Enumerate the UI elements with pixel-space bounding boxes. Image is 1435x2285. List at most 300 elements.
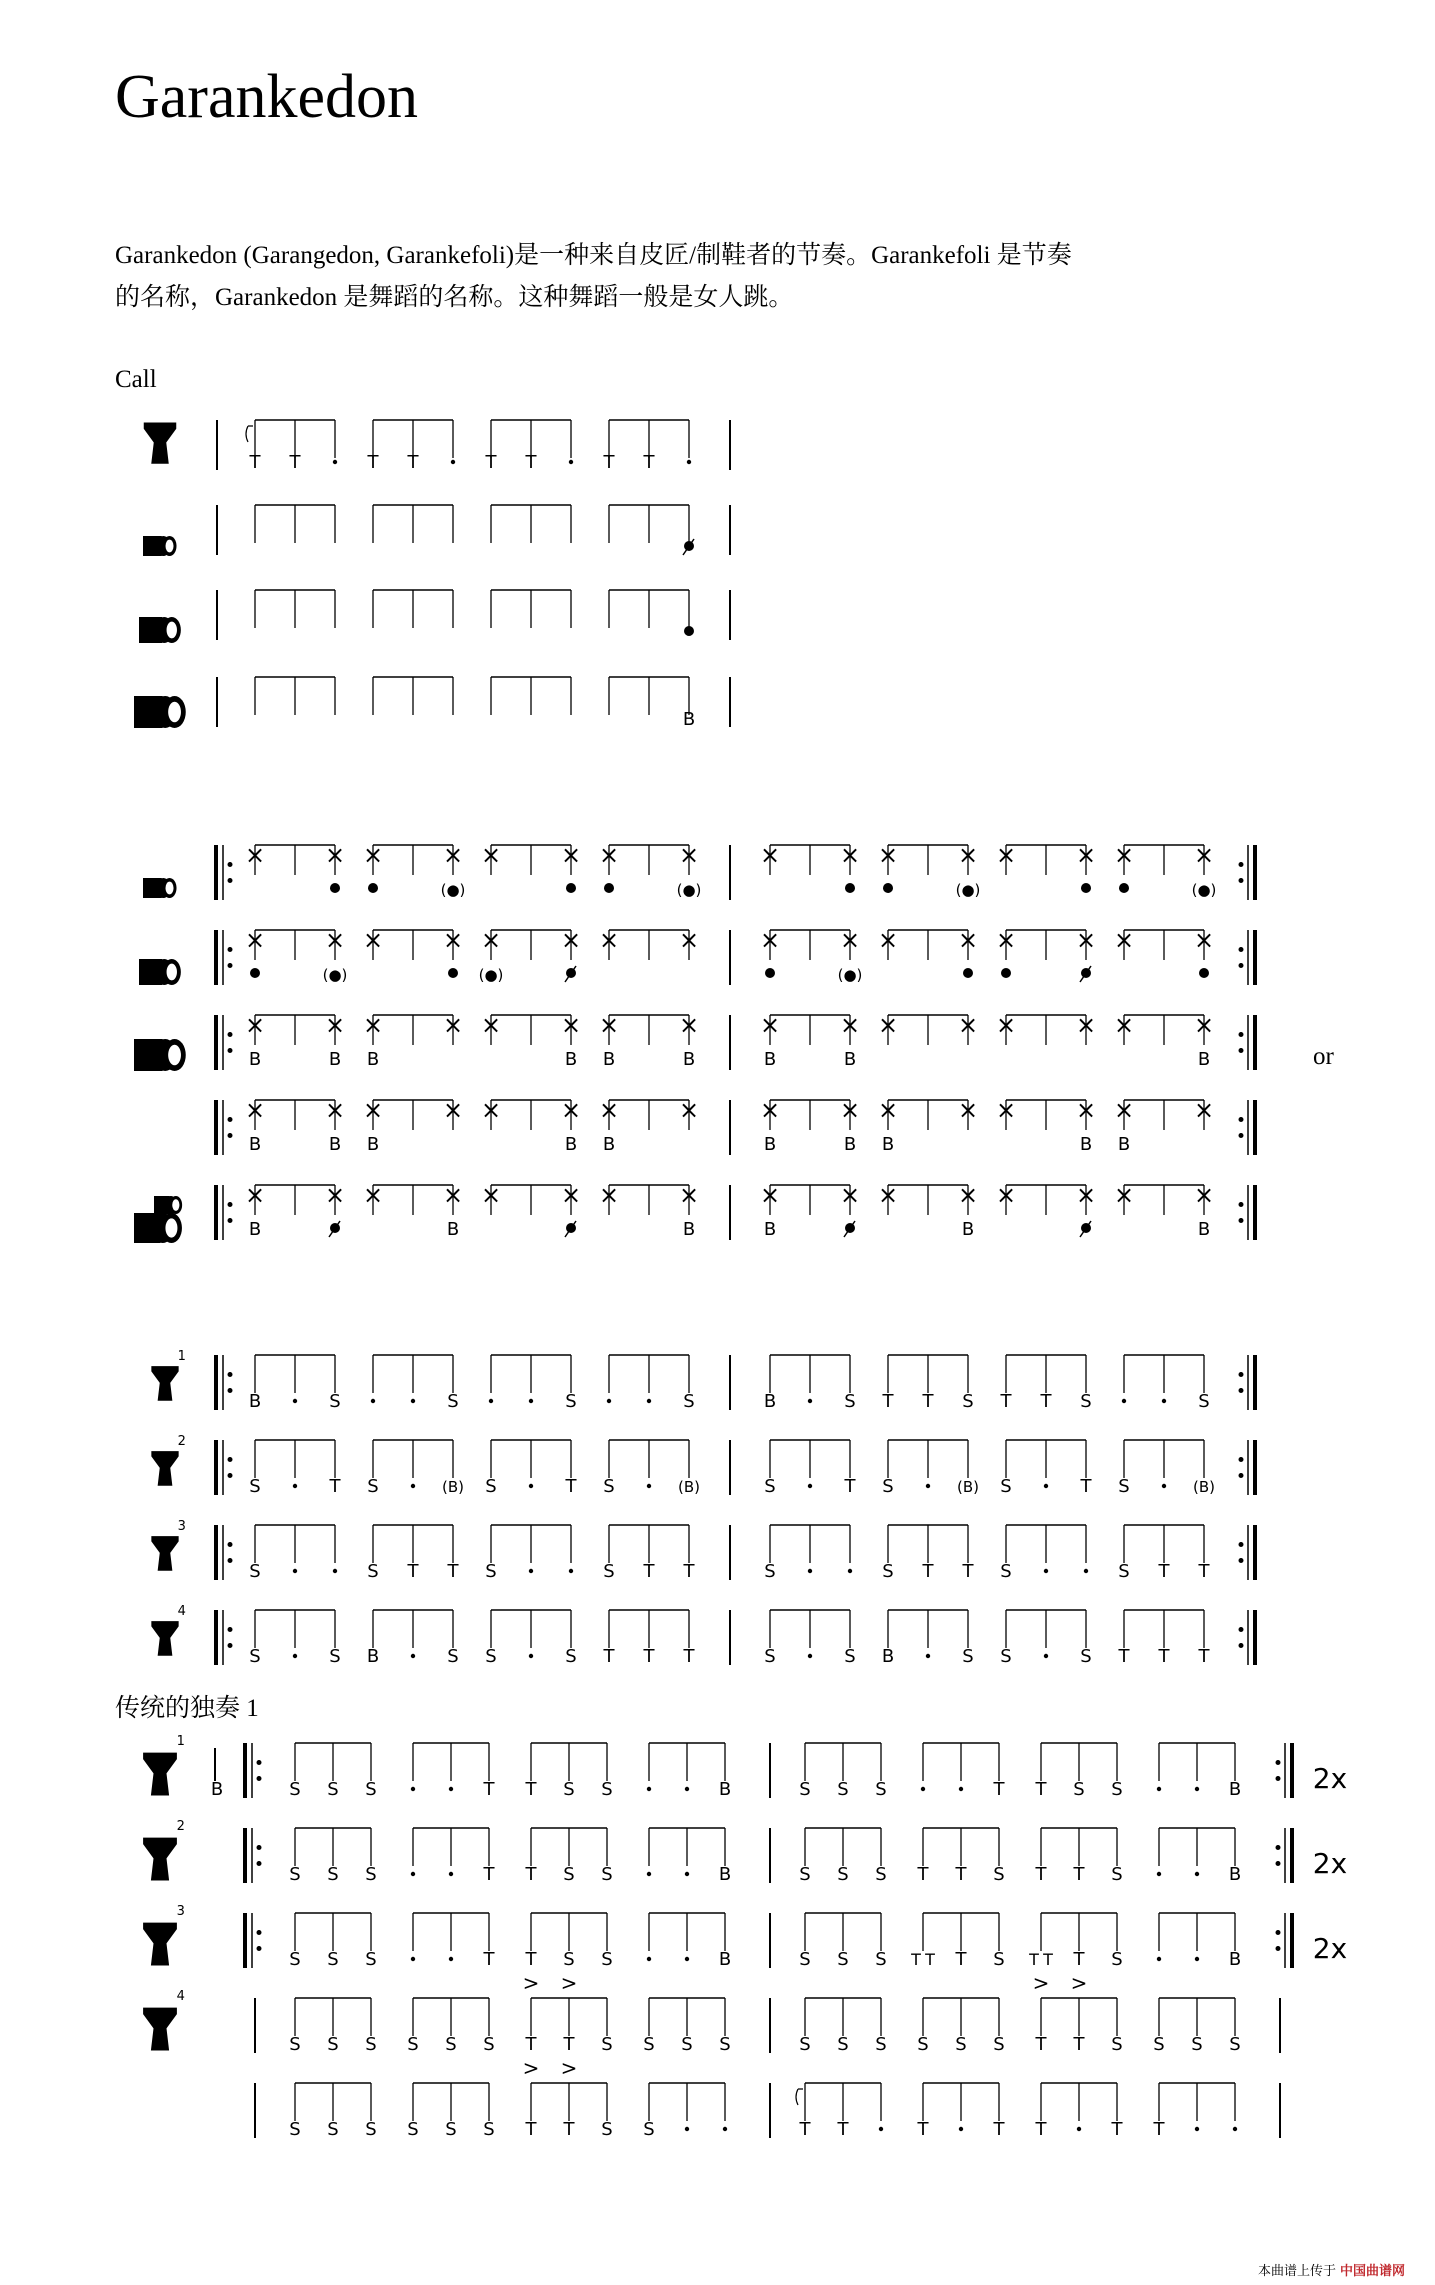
note-text: S xyxy=(882,1476,894,1497)
repeat-dot xyxy=(228,878,233,883)
bell-stroke: × xyxy=(560,926,582,954)
note-text: T xyxy=(844,1476,856,1497)
repeat-dot xyxy=(1239,1133,1244,1138)
note-text: B xyxy=(1079,1134,1093,1155)
rest-dot xyxy=(723,2127,727,2131)
note-text: S xyxy=(601,2119,613,2140)
rest-dot xyxy=(1122,1399,1126,1403)
note-text: S xyxy=(837,2034,849,2055)
note-text: S xyxy=(1111,1864,1123,1885)
note-text: T xyxy=(483,1779,495,1800)
note-text: T xyxy=(563,2034,575,2055)
rest-dot xyxy=(1044,1569,1048,1573)
note-text: B xyxy=(602,1049,616,1070)
djembe-shape xyxy=(151,1366,178,1401)
note-text: B xyxy=(763,1049,777,1070)
bell-stroke: × xyxy=(480,1181,502,1209)
note-text: S xyxy=(601,2034,613,2055)
bell-stroke: × xyxy=(362,1181,384,1209)
sangban-icon xyxy=(139,959,181,985)
note-text: T xyxy=(525,1779,537,1800)
bell-stroke: × xyxy=(1113,1181,1135,1209)
repeat-dot xyxy=(1239,1372,1244,1377)
note-text: T xyxy=(603,452,615,473)
note-text: S xyxy=(917,2034,929,2055)
note-text: T xyxy=(483,1864,495,1885)
repeat-dot xyxy=(228,862,233,867)
part-number: 3 xyxy=(176,1903,185,1919)
djembe-icon xyxy=(151,1621,178,1656)
rest-dot xyxy=(687,460,691,464)
repeat-start xyxy=(216,1100,233,1155)
note-text: B xyxy=(682,709,696,730)
site-logo: 中国曲谱网 xyxy=(1339,2264,1405,2279)
note-text: S xyxy=(643,2034,655,2055)
note-text: T xyxy=(643,1646,655,1667)
note-text: S xyxy=(329,1391,341,1412)
bell-stroke: × xyxy=(480,841,502,869)
bell-stroke: × xyxy=(839,841,861,869)
note-text: S xyxy=(1229,2034,1241,2055)
rest-dot xyxy=(529,1569,533,1573)
bell-stroke: × xyxy=(839,1011,861,1039)
repeat-count: 2x xyxy=(1312,1847,1348,1880)
sangban-icon xyxy=(139,617,181,643)
repeat-dot xyxy=(1239,1117,1244,1122)
note-text: S xyxy=(837,1864,849,1885)
note-text: T xyxy=(1073,1949,1085,1970)
dundunba-icon xyxy=(134,1039,186,1071)
note-text: S xyxy=(1073,1779,1085,1800)
repeat-dot xyxy=(257,1946,262,1951)
rest-dot xyxy=(647,1957,651,1961)
note-text: B xyxy=(843,1049,857,1070)
dundunba-icon xyxy=(134,696,186,728)
bell-stroke: × xyxy=(759,926,781,954)
note-text: T xyxy=(917,1864,929,1885)
rest-dot xyxy=(1195,1872,1199,1876)
note-text: T xyxy=(447,1561,459,1582)
rest-dot xyxy=(921,1787,925,1791)
note-text: T xyxy=(563,2119,575,2140)
repeat-dot xyxy=(228,1542,233,1547)
bell-stroke: × xyxy=(560,1181,582,1209)
note-text: T xyxy=(249,452,261,473)
rest-dot xyxy=(529,1654,533,1658)
drum-head-inner xyxy=(172,1199,179,1211)
bell-stroke: × xyxy=(442,841,464,869)
note-text: B xyxy=(763,1391,777,1412)
note-text: T xyxy=(925,1950,935,1969)
rest-dot xyxy=(569,460,573,464)
repeat-dot xyxy=(228,1202,233,1207)
accent-mark: > xyxy=(522,1971,540,1995)
note-text: T xyxy=(603,1646,615,1667)
note-text: (B) xyxy=(1193,1478,1215,1496)
rest-dot xyxy=(411,1957,415,1961)
rest-dot xyxy=(1233,2127,1237,2131)
part-number: 4 xyxy=(176,1988,185,2004)
note-text: T xyxy=(407,1561,419,1582)
djembe-shape xyxy=(143,1753,177,1796)
rest-dot xyxy=(685,1787,689,1791)
note-text: S xyxy=(249,1561,261,1582)
note-text: S xyxy=(1111,1779,1123,1800)
bell-stroke: × xyxy=(244,841,266,869)
open-stroke-dot xyxy=(1119,883,1129,893)
note-text: T xyxy=(882,1391,894,1412)
open-stroke-dot xyxy=(883,883,893,893)
repeat-dot xyxy=(1239,1032,1244,1037)
repeat-end xyxy=(1276,1828,1293,1883)
rest-dot xyxy=(293,1569,297,1573)
rest-dot xyxy=(411,1787,415,1791)
note-text: T xyxy=(1035,1864,1047,1885)
bell-stroke: × xyxy=(1193,1181,1215,1209)
bell-stroke: × xyxy=(995,1181,1017,1209)
djembe-shape xyxy=(143,1923,177,1966)
bell-stroke: × xyxy=(362,1011,384,1039)
note-text: S xyxy=(875,1949,887,1970)
repeat-end xyxy=(1239,1355,1256,1410)
repeat-dot xyxy=(1239,1388,1244,1393)
note-text: S xyxy=(563,1779,575,1800)
note-text: S xyxy=(882,1561,894,1582)
note-text: S xyxy=(681,2034,693,2055)
note-text: S xyxy=(1000,1561,1012,1582)
rest-dot xyxy=(1195,1957,1199,1961)
bell-stroke: × xyxy=(957,1096,979,1124)
open-stroke-dot xyxy=(448,968,458,978)
note-text: S xyxy=(327,2034,339,2055)
note-text: T xyxy=(525,1864,537,1885)
bell-stroke: × xyxy=(480,1011,502,1039)
bell-stroke: × xyxy=(759,1011,781,1039)
note-text: B xyxy=(328,1049,342,1070)
bell-stroke: × xyxy=(598,1181,620,1209)
intro-line-1: Garankedon (Garangedon, Garankefoli)是一种来自皮匠/制鞋者的节奏。Garankefoli 是节奏 xyxy=(115,242,1072,269)
rest-dot xyxy=(529,1484,533,1488)
note-text: B xyxy=(1197,1219,1211,1240)
note-text: T xyxy=(837,2119,849,2140)
accent-mark: > xyxy=(1032,1971,1050,1995)
repeat-dot xyxy=(228,1473,233,1478)
note-text: S xyxy=(289,2034,301,2055)
bell-stroke: × xyxy=(598,841,620,869)
bell-stroke: × xyxy=(244,1011,266,1039)
note-text: S xyxy=(799,1949,811,1970)
open-stroke-dot xyxy=(845,883,855,893)
note-text: S xyxy=(367,1476,379,1497)
note-text: T xyxy=(1111,2119,1123,2140)
note-text: S xyxy=(367,1561,379,1582)
note-text: S xyxy=(249,1476,261,1497)
note-text: S xyxy=(483,2119,495,2140)
drum-head-inner xyxy=(168,702,181,722)
rest-dot xyxy=(1044,1654,1048,1658)
bell-stroke: × xyxy=(362,841,384,869)
bell-stroke: × xyxy=(362,1096,384,1124)
note-text: S xyxy=(601,1864,613,1885)
note-text: B xyxy=(366,1646,380,1667)
note-text: T xyxy=(993,2119,1005,2140)
repeat-end xyxy=(1239,1440,1256,1495)
note-text: S xyxy=(764,1646,776,1667)
note-text: S xyxy=(1198,1391,1210,1412)
note-text: S xyxy=(445,2119,457,2140)
bell-stroke: × xyxy=(1193,1011,1215,1039)
bell-stroke: × xyxy=(877,926,899,954)
rest-dot xyxy=(411,1399,415,1403)
note-text: T xyxy=(1035,2119,1047,2140)
rest-dot xyxy=(449,1957,453,1961)
repeat-dot xyxy=(228,1048,233,1053)
bell-stroke: × xyxy=(1075,1011,1097,1039)
note-text: S xyxy=(603,1561,615,1582)
bell-stroke: × xyxy=(957,1011,979,1039)
repeat-start xyxy=(245,1743,262,1798)
rest-dot xyxy=(449,1787,453,1791)
note-text: S xyxy=(365,1949,377,1970)
bell-stroke: × xyxy=(1193,926,1215,954)
repeat-dot xyxy=(1239,1218,1244,1223)
bell-stroke: × xyxy=(324,841,346,869)
note-text: S xyxy=(327,1779,339,1800)
note-text: S xyxy=(289,1949,301,1970)
bell-stroke: × xyxy=(560,841,582,869)
note-text: S xyxy=(327,1949,339,1970)
note-text: S xyxy=(1111,2034,1123,2055)
bell-stroke: × xyxy=(759,841,781,869)
note-text: S xyxy=(1000,1476,1012,1497)
optional-stroke: (●) xyxy=(955,881,981,899)
bell-stroke: × xyxy=(1113,1011,1135,1039)
note-text: S xyxy=(563,1949,575,1970)
part-number: 2 xyxy=(177,1433,186,1449)
note-text: T xyxy=(962,1561,974,1582)
note-text: T xyxy=(922,1391,934,1412)
drum-head-inner xyxy=(166,540,174,553)
bell-stroke: × xyxy=(995,1011,1017,1039)
note-text: T xyxy=(289,452,301,473)
rest-dot xyxy=(647,1787,651,1791)
bell-stroke: × xyxy=(244,926,266,954)
djembe-icon xyxy=(151,1366,178,1401)
kenkeni-icon xyxy=(143,536,177,556)
optional-stroke: (●) xyxy=(322,966,348,984)
note-text: B xyxy=(881,1646,895,1667)
note-text: S xyxy=(799,2034,811,2055)
note-text: S xyxy=(365,1864,377,1885)
repeat-dot xyxy=(228,1133,233,1138)
footer-uploaded-text: 本曲谱上传于 xyxy=(1257,2264,1336,2279)
note-text: T xyxy=(367,452,379,473)
note-text: B xyxy=(881,1134,895,1155)
drum-head-inner xyxy=(167,622,177,639)
note-text: S xyxy=(1118,1561,1130,1582)
repeat-end xyxy=(1239,1525,1256,1580)
repeat-start xyxy=(216,930,233,985)
bell-stroke: × xyxy=(877,1181,899,1209)
repeat-dot xyxy=(1276,1946,1281,1951)
note-text: S xyxy=(565,1646,577,1667)
rest-dot xyxy=(449,1872,453,1876)
note-text: S xyxy=(844,1391,856,1412)
bell-stroke: × xyxy=(678,841,700,869)
note-text: S xyxy=(1080,1391,1092,1412)
note-text: S xyxy=(1080,1646,1092,1667)
bell-stroke: × xyxy=(244,1096,266,1124)
note-text: S xyxy=(289,1864,301,1885)
repeat-dot xyxy=(257,1760,262,1765)
rest-dot xyxy=(333,460,337,464)
djembe-icon xyxy=(151,1536,178,1571)
note-text: S xyxy=(485,1476,497,1497)
rest-dot xyxy=(1162,1484,1166,1488)
note-text: B xyxy=(248,1049,262,1070)
dundun-stack-icon xyxy=(154,1196,182,1214)
repeat-end xyxy=(1239,1185,1256,1240)
repeat-dot xyxy=(1239,1473,1244,1478)
rest-dot xyxy=(685,1872,689,1876)
repeat-dot xyxy=(228,1388,233,1393)
repeat-dot xyxy=(1239,878,1244,883)
repeat-dot xyxy=(257,1861,262,1866)
repeat-dot xyxy=(1239,1202,1244,1207)
rest-dot xyxy=(808,1569,812,1573)
note-text: T xyxy=(1158,1646,1170,1667)
repeat-start xyxy=(216,1355,233,1410)
note-text: T xyxy=(911,1950,921,1969)
note-text: T xyxy=(525,1949,537,1970)
repeat-start xyxy=(245,1828,262,1883)
note-text: T xyxy=(483,1949,495,1970)
repeat-start xyxy=(216,1015,233,1070)
open-stroke-dot xyxy=(566,883,576,893)
note-text: S xyxy=(1111,1949,1123,1970)
bell-stroke: × xyxy=(480,1096,502,1124)
intro-line-2: 的名称，Garankedon 是舞蹈的名称。这种舞蹈一般是女人跳。 xyxy=(115,284,794,311)
note-text: S xyxy=(445,2034,457,2055)
rest-dot xyxy=(489,1399,493,1403)
repeat-dot xyxy=(257,1930,262,1935)
bell-stroke: × xyxy=(839,1096,861,1124)
open-stroke-dot xyxy=(1001,968,1011,978)
bell-stroke: × xyxy=(442,1096,464,1124)
note-text: S xyxy=(993,1949,1005,1970)
bell-stroke: × xyxy=(678,1096,700,1124)
repeat-dot xyxy=(1239,947,1244,952)
note-text: B xyxy=(961,1219,975,1240)
repeat-dot xyxy=(1276,1845,1281,1850)
note-text: S xyxy=(447,1391,459,1412)
accent-mark: > xyxy=(560,2056,578,2080)
note-text: S xyxy=(485,1561,497,1582)
note-text: T xyxy=(1153,2119,1165,2140)
repeat-dot xyxy=(228,947,233,952)
djembe-icon xyxy=(151,1451,178,1486)
rest-dot xyxy=(808,1399,812,1403)
djembe-icon xyxy=(143,2008,177,2051)
open-stroke-dot xyxy=(330,883,340,893)
bell-stroke: × xyxy=(598,926,620,954)
repeat-start xyxy=(216,1525,233,1580)
note-text: B xyxy=(718,1864,732,1885)
bell-stroke: × xyxy=(598,1011,620,1039)
note-text: S xyxy=(565,1391,577,1412)
bell-stroke: × xyxy=(442,926,464,954)
repeat-count: 2x xyxy=(1312,1932,1348,1965)
bell-stroke: × xyxy=(324,926,346,954)
rest-dot xyxy=(569,1569,573,1573)
optional-stroke: (●) xyxy=(478,966,504,984)
bell-stroke: × xyxy=(560,1096,582,1124)
note-text: S xyxy=(875,2034,887,2055)
djembe-icon xyxy=(143,1838,177,1881)
bell-stroke: × xyxy=(957,841,979,869)
note-text: T xyxy=(1198,1646,1210,1667)
rest-dot xyxy=(293,1484,297,1488)
repeat-end xyxy=(1239,1015,1256,1070)
note-text: S xyxy=(289,1779,301,1800)
flam-grace xyxy=(246,426,253,442)
note-text: S xyxy=(764,1561,776,1582)
bell-stroke: × xyxy=(1113,1096,1135,1124)
repeat-dot xyxy=(1239,1457,1244,1462)
open-stroke-dot xyxy=(765,968,775,978)
bell-stroke: × xyxy=(678,1011,700,1039)
note-text: T xyxy=(1040,1391,1052,1412)
note-text: (B) xyxy=(957,1478,979,1496)
repeat-dot xyxy=(1239,1643,1244,1648)
repeat-dot xyxy=(1239,862,1244,867)
bell-stroke: × xyxy=(957,1181,979,1209)
bell-stroke: × xyxy=(1075,926,1097,954)
note-text: S xyxy=(719,2034,731,2055)
or-label: or xyxy=(1313,1043,1334,1070)
call-label: Call xyxy=(115,366,157,393)
note-text: S xyxy=(643,2119,655,2140)
accent-mark: > xyxy=(1070,1971,1088,1995)
note-text: B xyxy=(564,1049,578,1070)
rest-dot xyxy=(685,2127,689,2131)
rest-dot xyxy=(879,2127,883,2131)
note-text: B xyxy=(248,1219,262,1240)
note-text: S xyxy=(1000,1646,1012,1667)
note-text: S xyxy=(837,1949,849,1970)
repeat-dot xyxy=(228,1627,233,1632)
note-text: (B) xyxy=(442,1478,464,1496)
note-text: S xyxy=(799,1864,811,1885)
note-text: (B) xyxy=(678,1478,700,1496)
open-stroke-dot xyxy=(963,968,973,978)
repeat-dot xyxy=(257,1845,262,1850)
note-text: T xyxy=(993,1779,1005,1800)
note-text: T xyxy=(643,452,655,473)
bell-stroke: × xyxy=(1075,841,1097,869)
note-text: B xyxy=(1117,1134,1131,1155)
note-text: S xyxy=(447,1646,459,1667)
rest-dot xyxy=(808,1484,812,1488)
djembe-icon xyxy=(143,1923,177,1966)
note-text: S xyxy=(837,1779,849,1800)
note-text: T xyxy=(525,452,537,473)
note-text: S xyxy=(603,1476,615,1497)
note-text: B xyxy=(564,1134,578,1155)
note-text: S xyxy=(764,1476,776,1497)
note-text: T xyxy=(329,1476,341,1497)
open-stroke-dot xyxy=(368,883,378,893)
